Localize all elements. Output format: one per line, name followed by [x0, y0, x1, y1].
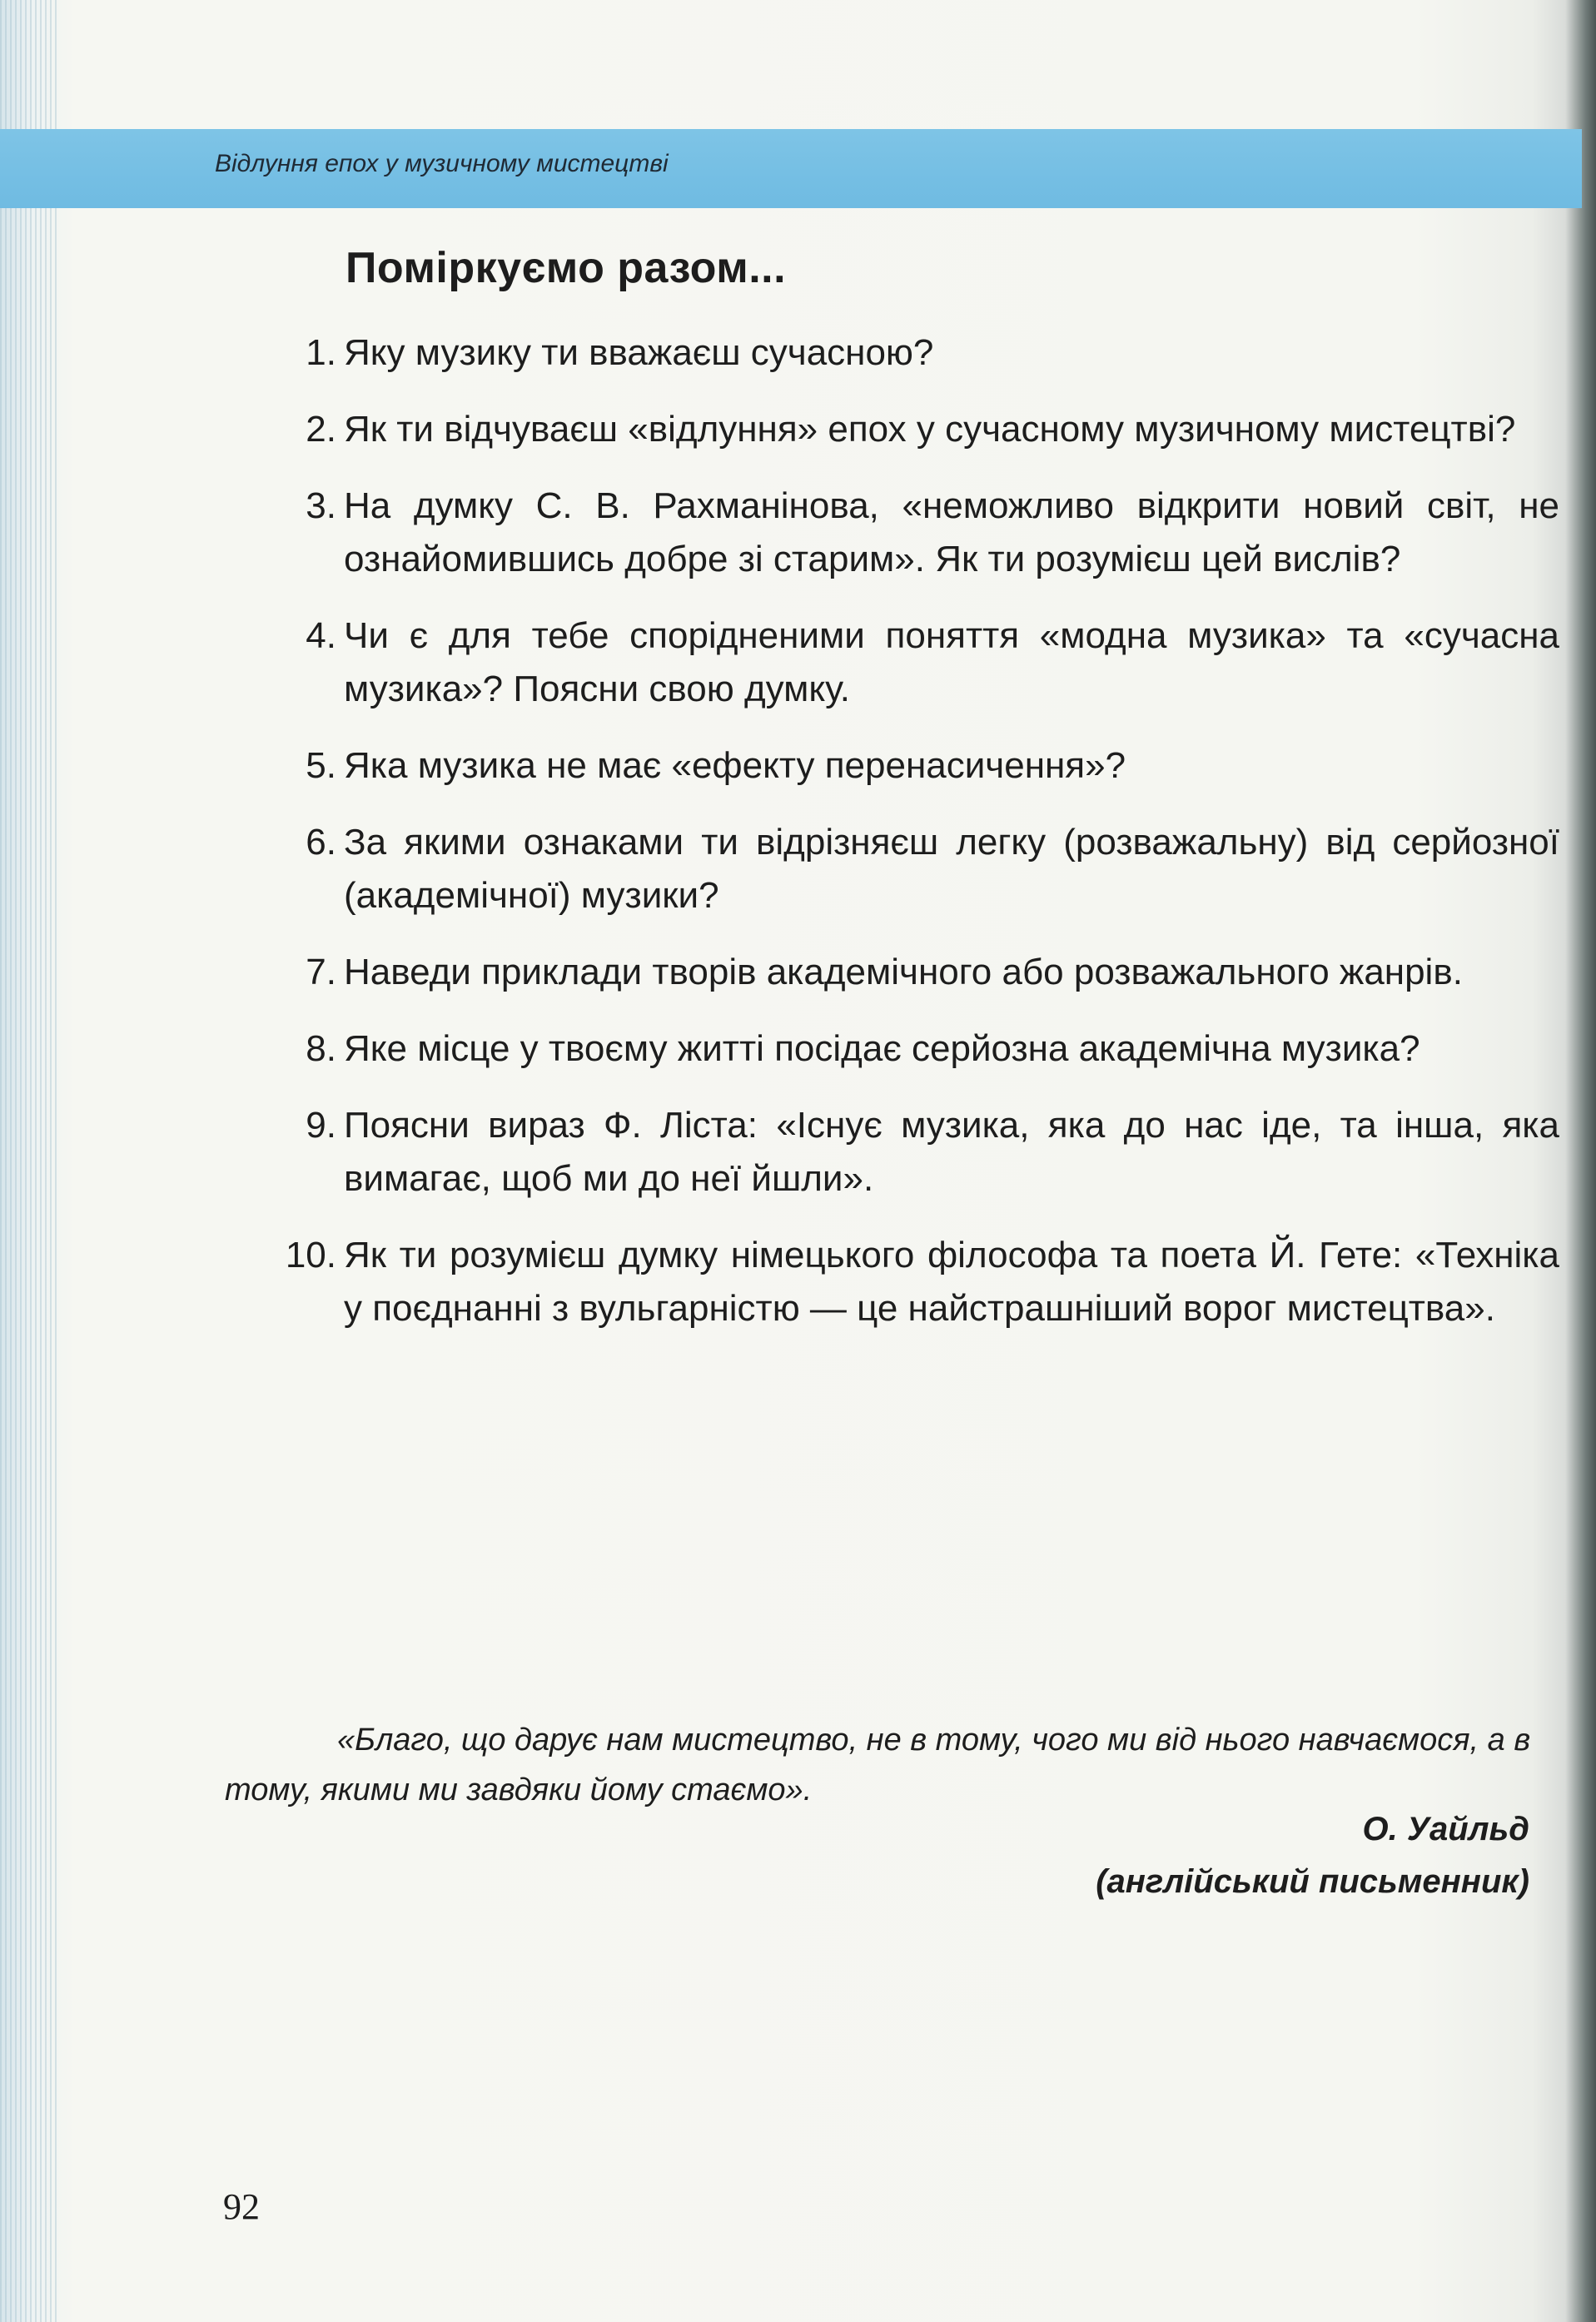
question-number: 4.	[306, 615, 336, 656]
question-item	[0, 816, 1596, 922]
question-number: 7.	[306, 952, 336, 992]
question-number: 3.	[306, 485, 336, 526]
page-number: 92	[223, 2186, 260, 2227]
quote-author: О. Уайльд	[1362, 1811, 1529, 1847]
question-item	[0, 1099, 1596, 1206]
question-item	[0, 403, 1596, 456]
question-text: Наведи приклади творів академічного або розважального жанрів.	[344, 952, 1463, 992]
question-text: На думку С. В. Рахманінова, «неможливо відкрити новий світ, не ознайомившись добре зі старим». Як ти розумієш цей вислів?	[344, 485, 1559, 579]
question-item	[0, 1022, 1596, 1076]
question-number: 1.	[306, 332, 336, 373]
question-number: 6.	[306, 822, 336, 863]
question-item	[0, 739, 1596, 793]
question-item	[0, 480, 1596, 586]
question-number: 10.	[285, 1235, 336, 1275]
question-number: 2.	[306, 409, 336, 450]
question-text: Як ти відчуваєш «відлуння» епох у сучасному музичному мистецтві?	[344, 409, 1516, 450]
question-text: Яка музика не має «ефекту перенасичення»?	[344, 745, 1126, 786]
question-item	[0, 326, 1596, 380]
question-item	[0, 1229, 1596, 1335]
question-text: Яку музику ти вважаєш сучасною?	[344, 332, 934, 373]
questions-list	[0, 326, 1596, 1359]
question-text: Як ти розумієш думку німецького філософа та поета Й. Гете: «Техніка у поєднанні з вульгарністю — це найстрашніший ворог мистецтва».	[344, 1235, 1559, 1329]
question-number: 8.	[306, 1028, 336, 1069]
question-text: Чи є для тебе спорідненими поняття «модна музика» та «сучасна музика»? Поясни свою думку.	[344, 615, 1559, 709]
epigraph-quote: «Благо, що дарує нам мистецтво, не в тому, чого ми від нього навчаємося, а в тому, якими ми завдяки йому стаємо».	[225, 1723, 1531, 1807]
quote-author-description: (англійський письменник)	[1096, 1863, 1529, 1900]
question-text: Яке місце у твоєму житті посідає серйозна академічна музика?	[344, 1028, 1420, 1069]
question-item	[0, 609, 1596, 716]
section-title: Поміркуємо разом...	[346, 244, 787, 292]
question-text: За якими ознаками ти відрізняєш легку (розважальну) від серйозної (академічної) музики?	[344, 822, 1559, 916]
question-number: 9.	[306, 1105, 336, 1146]
question-item	[0, 946, 1596, 999]
question-number: 5.	[306, 745, 336, 786]
question-text: Поясни вираз Ф. Ліста: «Існує музика, яка до нас іде, та інша, яка вимагає, щоб ми до неї йшли».	[344, 1105, 1559, 1199]
running-header: Відлуння епох у музичному мистецтві	[215, 150, 669, 177]
